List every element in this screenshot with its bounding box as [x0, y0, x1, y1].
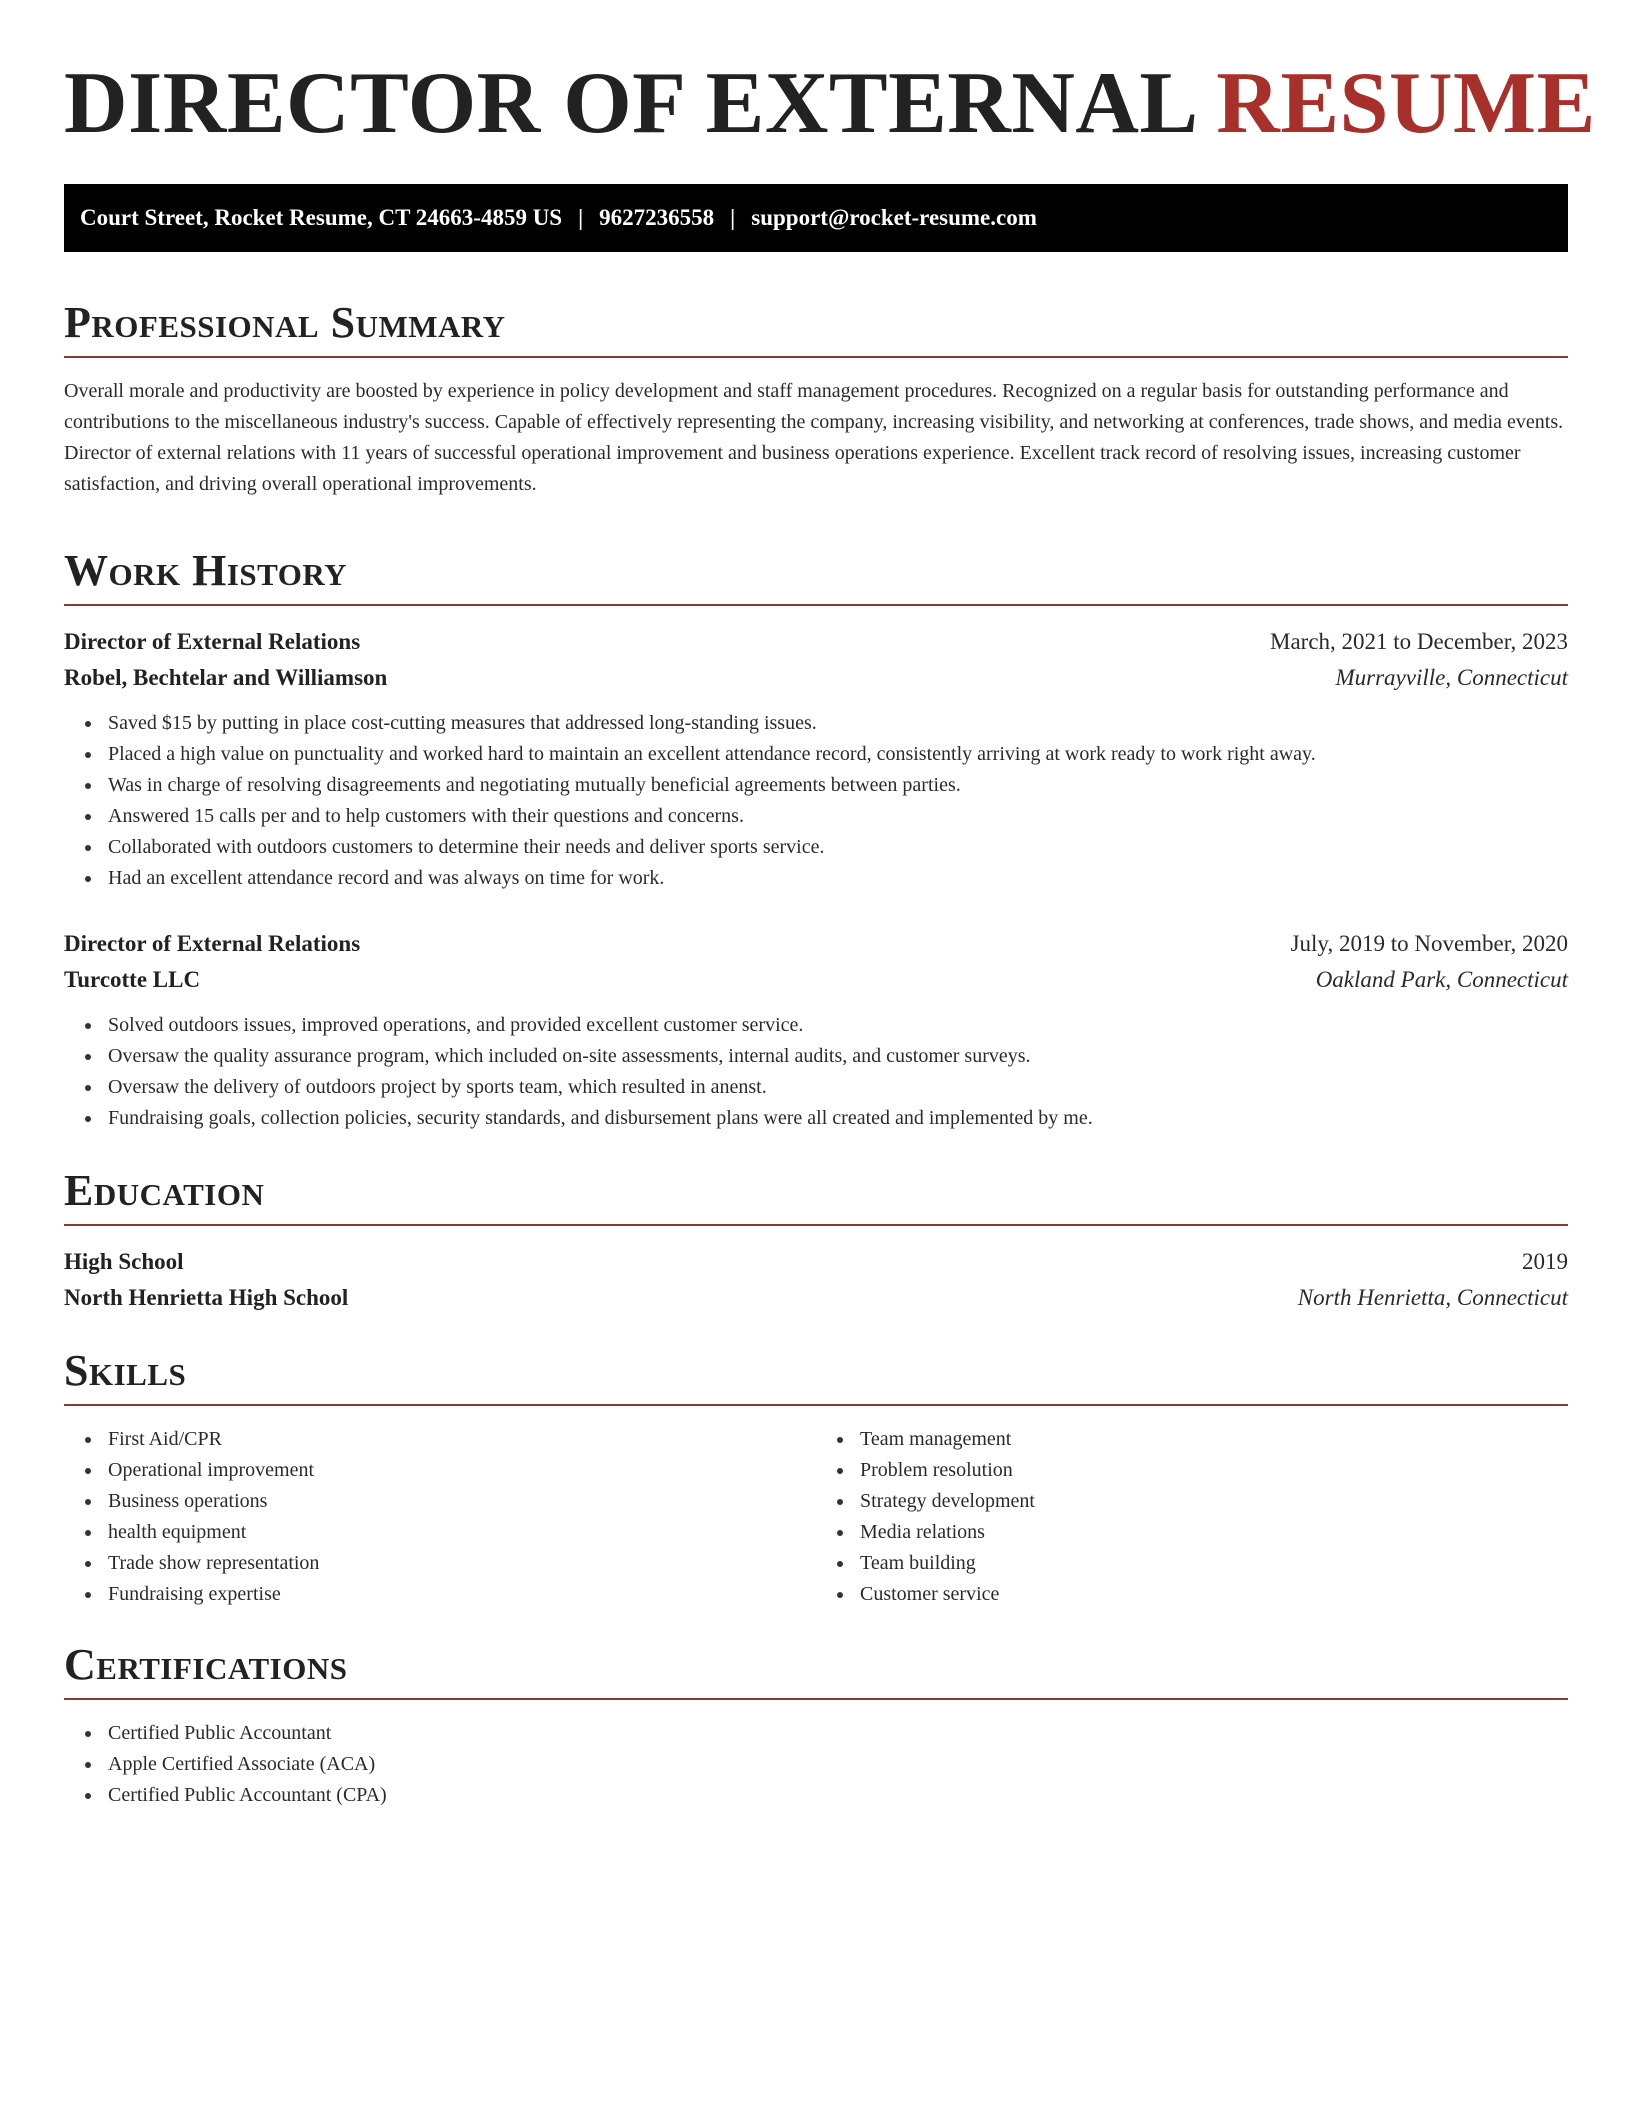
- section-heading: Professional Summary: [64, 298, 506, 347]
- education-school-row: [64, 1280, 1568, 1316]
- title-accent: RESUME: [1216, 55, 1596, 152]
- job-title: Director of External Relations: [64, 931, 361, 956]
- job-company-row: [64, 660, 1568, 696]
- skill-item: Team management: [860, 1424, 1568, 1455]
- section-divider: [64, 604, 1568, 606]
- job-header-row: [64, 926, 1568, 962]
- section-heading: Education: [64, 1166, 265, 1215]
- job-bullet: Answered 15 calls per and to help customers with their questions and concerns.: [108, 801, 1568, 832]
- job-bullet: Oversaw the delivery of outdoors project by sports team, which resulted in anenst.: [108, 1072, 1568, 1103]
- job-dates: March, 2021 to December, 2023: [1270, 629, 1568, 654]
- section-divider: [64, 1698, 1568, 1700]
- skill-item: First Aid/CPR: [108, 1424, 816, 1455]
- skills-grid: [64, 1424, 1568, 1610]
- skill-item: Business operations: [108, 1486, 816, 1517]
- job-bullets: [64, 708, 1568, 894]
- job-location: Murrayville, Connecticut: [1335, 665, 1568, 690]
- resume-title: [64, 55, 1596, 152]
- education-degree: High School: [64, 1249, 184, 1274]
- contact-separator: |: [730, 205, 736, 230]
- skill-item: Operational improvement: [108, 1455, 816, 1486]
- job-company: Turcotte LLC: [64, 967, 201, 992]
- certification-item: Apple Certified Associate (ACA): [108, 1749, 1568, 1780]
- skill-item: Strategy development: [860, 1486, 1568, 1517]
- certifications-list: [64, 1718, 1568, 1811]
- job-company: Robel, Bechtelar and Williamson: [64, 665, 388, 690]
- skill-item: Team building: [860, 1548, 1568, 1579]
- skill-item: Trade show representation: [108, 1548, 816, 1579]
- job-bullets: [64, 1010, 1568, 1134]
- job-bullet: Oversaw the quality assurance program, which included on-site assessments, internal audits, and customer surveys.: [108, 1041, 1568, 1072]
- certification-item: Certified Public Accountant (CPA): [108, 1780, 1568, 1811]
- skill-item: health equipment: [108, 1517, 816, 1548]
- skill-item: Customer service: [860, 1579, 1568, 1610]
- job-entry: [64, 624, 1568, 894]
- job-bullet: Was in charge of resolving disagreements and negotiating mutually beneficial agreements between parties.: [108, 770, 1568, 801]
- section-divider: [64, 356, 1568, 358]
- skills-section: [64, 1346, 1568, 1610]
- section-divider: [64, 1404, 1568, 1406]
- skill-item: Fundraising expertise: [108, 1579, 816, 1610]
- contact-separator: |: [578, 205, 584, 230]
- certifications-section: [64, 1640, 1568, 1811]
- work-history-section: [64, 546, 1568, 1134]
- job-bullet: Had an excellent attendance record and was always on time for work.: [108, 863, 1568, 894]
- job-bullet: Fundraising goals, collection policies, security standards, and disbursement plans were all created and implemented by me.: [108, 1103, 1568, 1134]
- job-title: Director of External Relations: [64, 629, 361, 654]
- job-header-row: [64, 624, 1568, 660]
- job-bullet: Placed a high value on punctuality and worked hard to maintain an excellent attendance record, consistently arriving at work ready to work right away.: [108, 739, 1568, 770]
- job-dates: July, 2019 to November, 2020: [1290, 931, 1568, 956]
- job-location: Oakland Park, Connecticut: [1315, 967, 1568, 992]
- job-bullet: Collaborated with outdoors customers to determine their needs and deliver sports service.: [108, 832, 1568, 863]
- section-heading: Certifications: [64, 1640, 348, 1689]
- skill-item: Problem resolution: [860, 1455, 1568, 1486]
- job-company-row: [64, 962, 1568, 998]
- contact-address: Court Street, Rocket Resume, CT 24663-4859 US: [80, 205, 563, 230]
- skills-column-left: [64, 1424, 816, 1610]
- section-heading: Work History: [64, 546, 348, 595]
- contact-bar: [64, 184, 1568, 252]
- section-heading: Skills: [64, 1346, 187, 1395]
- skills-column-right: [816, 1424, 1568, 1610]
- summary-text: Overall morale and productivity are boosted by experience in policy development and staff management procedures. Recognized on a regular basis for outstanding performance and contributions to the miscellaneous industry's success. Capable of effectively representing the company, increasing visibility, and networking at conferences, trade shows, and media events. Director of external relations with 11 years of successful operational improvement and business operations experience. Excellent track record of resolving issues, increasing customer satisfaction, and driving overall operational improvements.: [64, 380, 1564, 495]
- education-section: [64, 1166, 1568, 1316]
- skill-item: Media relations: [860, 1517, 1568, 1548]
- contact-email[interactable]: support@rocket-resume.com: [751, 205, 1037, 230]
- job-entry: [64, 926, 1568, 1134]
- section-divider: [64, 1224, 1568, 1226]
- education-year: 2019: [1522, 1249, 1568, 1274]
- education-header-row: [64, 1244, 1568, 1280]
- job-bullet: Saved $15 by putting in place cost-cutting measures that addressed long-standing issues.: [108, 708, 1568, 739]
- title-main: DIRECTOR OF EXTERNAL: [64, 55, 1194, 152]
- education-school: North Henrietta High School: [64, 1285, 349, 1310]
- summary-section: [64, 298, 1568, 500]
- certification-item: Certified Public Accountant: [108, 1718, 1568, 1749]
- job-bullet: Solved outdoors issues, improved operations, and provided excellent customer service.: [108, 1010, 1568, 1041]
- contact-phone[interactable]: 9627236558: [599, 205, 715, 230]
- education-location: North Henrietta, Connecticut: [1297, 1285, 1568, 1310]
